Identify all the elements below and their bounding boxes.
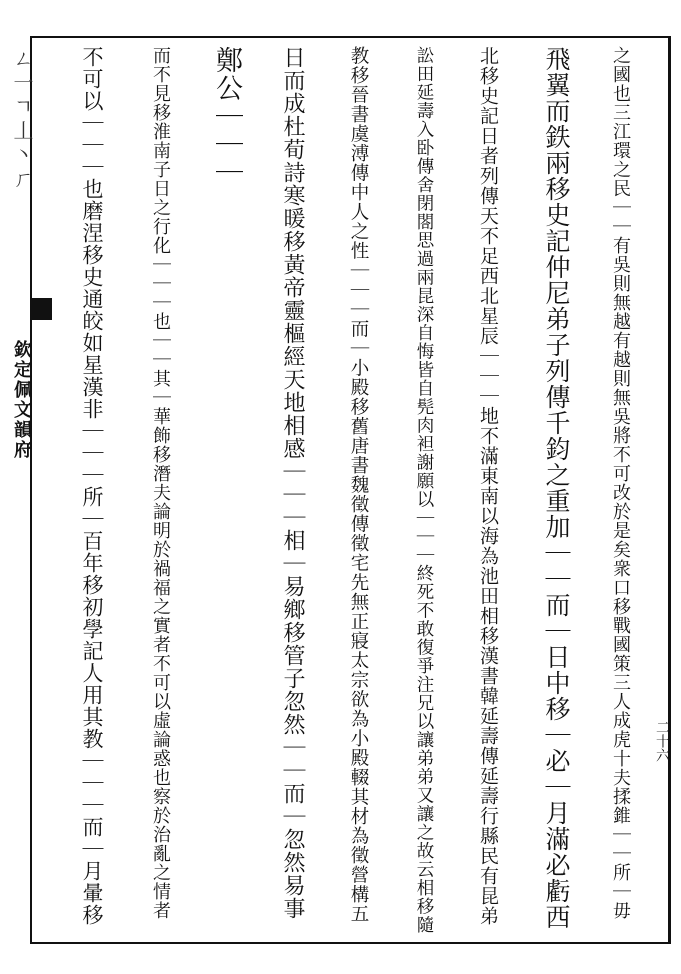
text-column-9: 不可以｜｜｜也磨涅移史通皎如星漢非｜｜｜所｜百年移初學記人用其教｜｜｜而｜月暈移: [80, 46, 104, 926]
text-column-5: 教移晉書虞溥傳中人之性｜｜｜而｜小殿移舊唐書魏徵傳徵宅先無正寢太宗欲為小殿輟其材為徵營構五: [348, 46, 369, 924]
text-column-2: 飛翼而鉄兩移史記仲尼弟子列傳千鈞之重加｜｜而｜日中移｜必｜月滿必虧西: [542, 46, 571, 930]
margin-block-mark: [30, 298, 52, 320]
page-border-bottom: [30, 942, 671, 944]
book-title-margin: 欽定佩文韻府: [11, 340, 32, 460]
text-column-1: 之國也三江環之民｜｜有吳則無越有越則無吳將不可改於是矣衆口移戰國策三人成虎十夫揉錐｜｜所｜毋: [610, 46, 631, 920]
text-column-4: 訟田延壽入卧傳舍閉閤思過兩昆深自悔皆自髡肉袒謝願以｜｜｜終死不敢復爭注兄以讓弟弟又讓之故云相移隨: [414, 46, 434, 934]
text-column-6: 日而成杜荀詩寒暖移黃帝靈樞經天地相感｜｜｜相｜易鄉移管子忽然｜｜而｜忽然易事: [280, 46, 305, 920]
folio-number: 二十六: [654, 720, 670, 762]
margin-ticks: ㄥ一ㄱ丄丶ㄏ: [10, 48, 34, 192]
text-column-7: 鄭公｜｜｜: [211, 46, 242, 186]
text-column-8: 而不見移淮南子日之行化｜｜｜也｜｜其｜華飾移潛夫論明於禍福之實者不可以虛論惑也察於治亂之情者: [150, 46, 171, 920]
page-border-top: [30, 36, 671, 38]
text-column-3: 北移史記日者列傳天不足西北星辰｜｜｜地不滿東南以海為池田相移漢書韓延壽傳延壽行縣民有昆弟: [477, 46, 499, 926]
page-border-right: [668, 36, 671, 944]
